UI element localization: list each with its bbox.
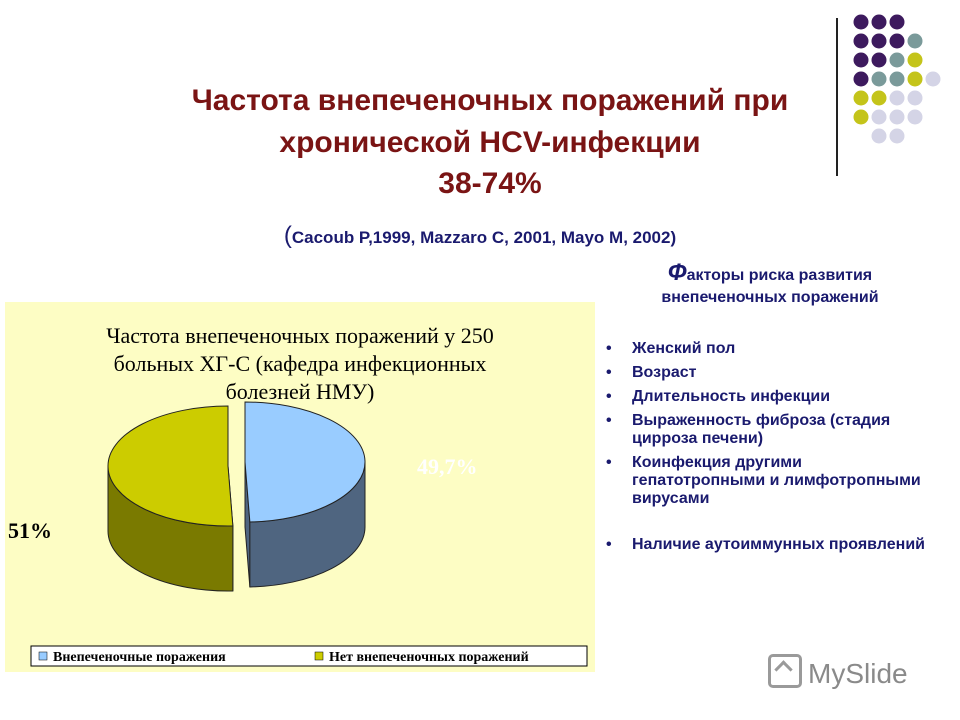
legend-swatch [39, 652, 47, 660]
decorative-dot [872, 15, 887, 30]
pie-chart [5, 302, 595, 672]
citation [180, 222, 780, 250]
decorative-dot [854, 15, 869, 30]
chart-legend [31, 646, 587, 666]
decorative-dot [908, 53, 923, 68]
data-label: 51% [8, 518, 52, 543]
factors-heading-rest: акторы риска развития [686, 267, 873, 284]
decorative-dot [908, 34, 923, 49]
title-line-2: хронической HCV-инфекции [279, 126, 701, 159]
factors-heading-initial: Ф [667, 259, 687, 286]
list-item: • Женский пол [600, 340, 930, 358]
chart-title-line: больных ХГ-С (кафедра инфекционных [113, 351, 487, 376]
legend-swatch [315, 652, 323, 660]
decorative-dot [854, 34, 869, 49]
title-line-1: Частота внепеченочных поражений при [191, 84, 789, 117]
list-item: • Выраженность фиброза (стадия цирроза печени) [600, 412, 930, 448]
data-label: 49,7% [417, 454, 478, 479]
decorative-dot [872, 34, 887, 49]
list-item: • Коинфекция другими гепатотропными и лимфотропными вирусами [600, 454, 930, 508]
myslide-logo [768, 654, 908, 690]
chart-title-line: болезней НМУ) [225, 379, 375, 404]
factors-heading [600, 259, 940, 309]
decorative-dot [926, 72, 941, 87]
list-item: • Длительность инфекции [600, 388, 930, 406]
list-item: • Возраст [600, 364, 930, 382]
list-item: • Наличие аутоиммунных проявлений [600, 536, 930, 554]
chart-title-line: Частота внепеченочных поражений у 250 [106, 323, 494, 348]
risk-factor-list [600, 340, 930, 560]
decorative-dot [872, 53, 887, 68]
title-percentage: 38-74% [438, 167, 542, 200]
decorative-dot [890, 34, 905, 49]
logo-icon [768, 654, 802, 688]
logo-text: MySlide [808, 658, 908, 689]
citation-text: Cacoub P,1999, Mazzaro C, 2001, Mayo M, 2002) [291, 228, 677, 247]
chart-area [5, 302, 595, 672]
decorative-dot [854, 53, 869, 68]
decorative-dot [890, 53, 905, 68]
citation-paren: ( [283, 222, 292, 249]
slide-title [60, 80, 920, 204]
legend-label: Нет внепеченочных поражений [329, 650, 529, 665]
decorative-dot [890, 15, 905, 30]
legend-label: Внепеченочные поражения [53, 650, 226, 665]
factors-heading-line2: внепеченочных поражений [661, 289, 879, 306]
